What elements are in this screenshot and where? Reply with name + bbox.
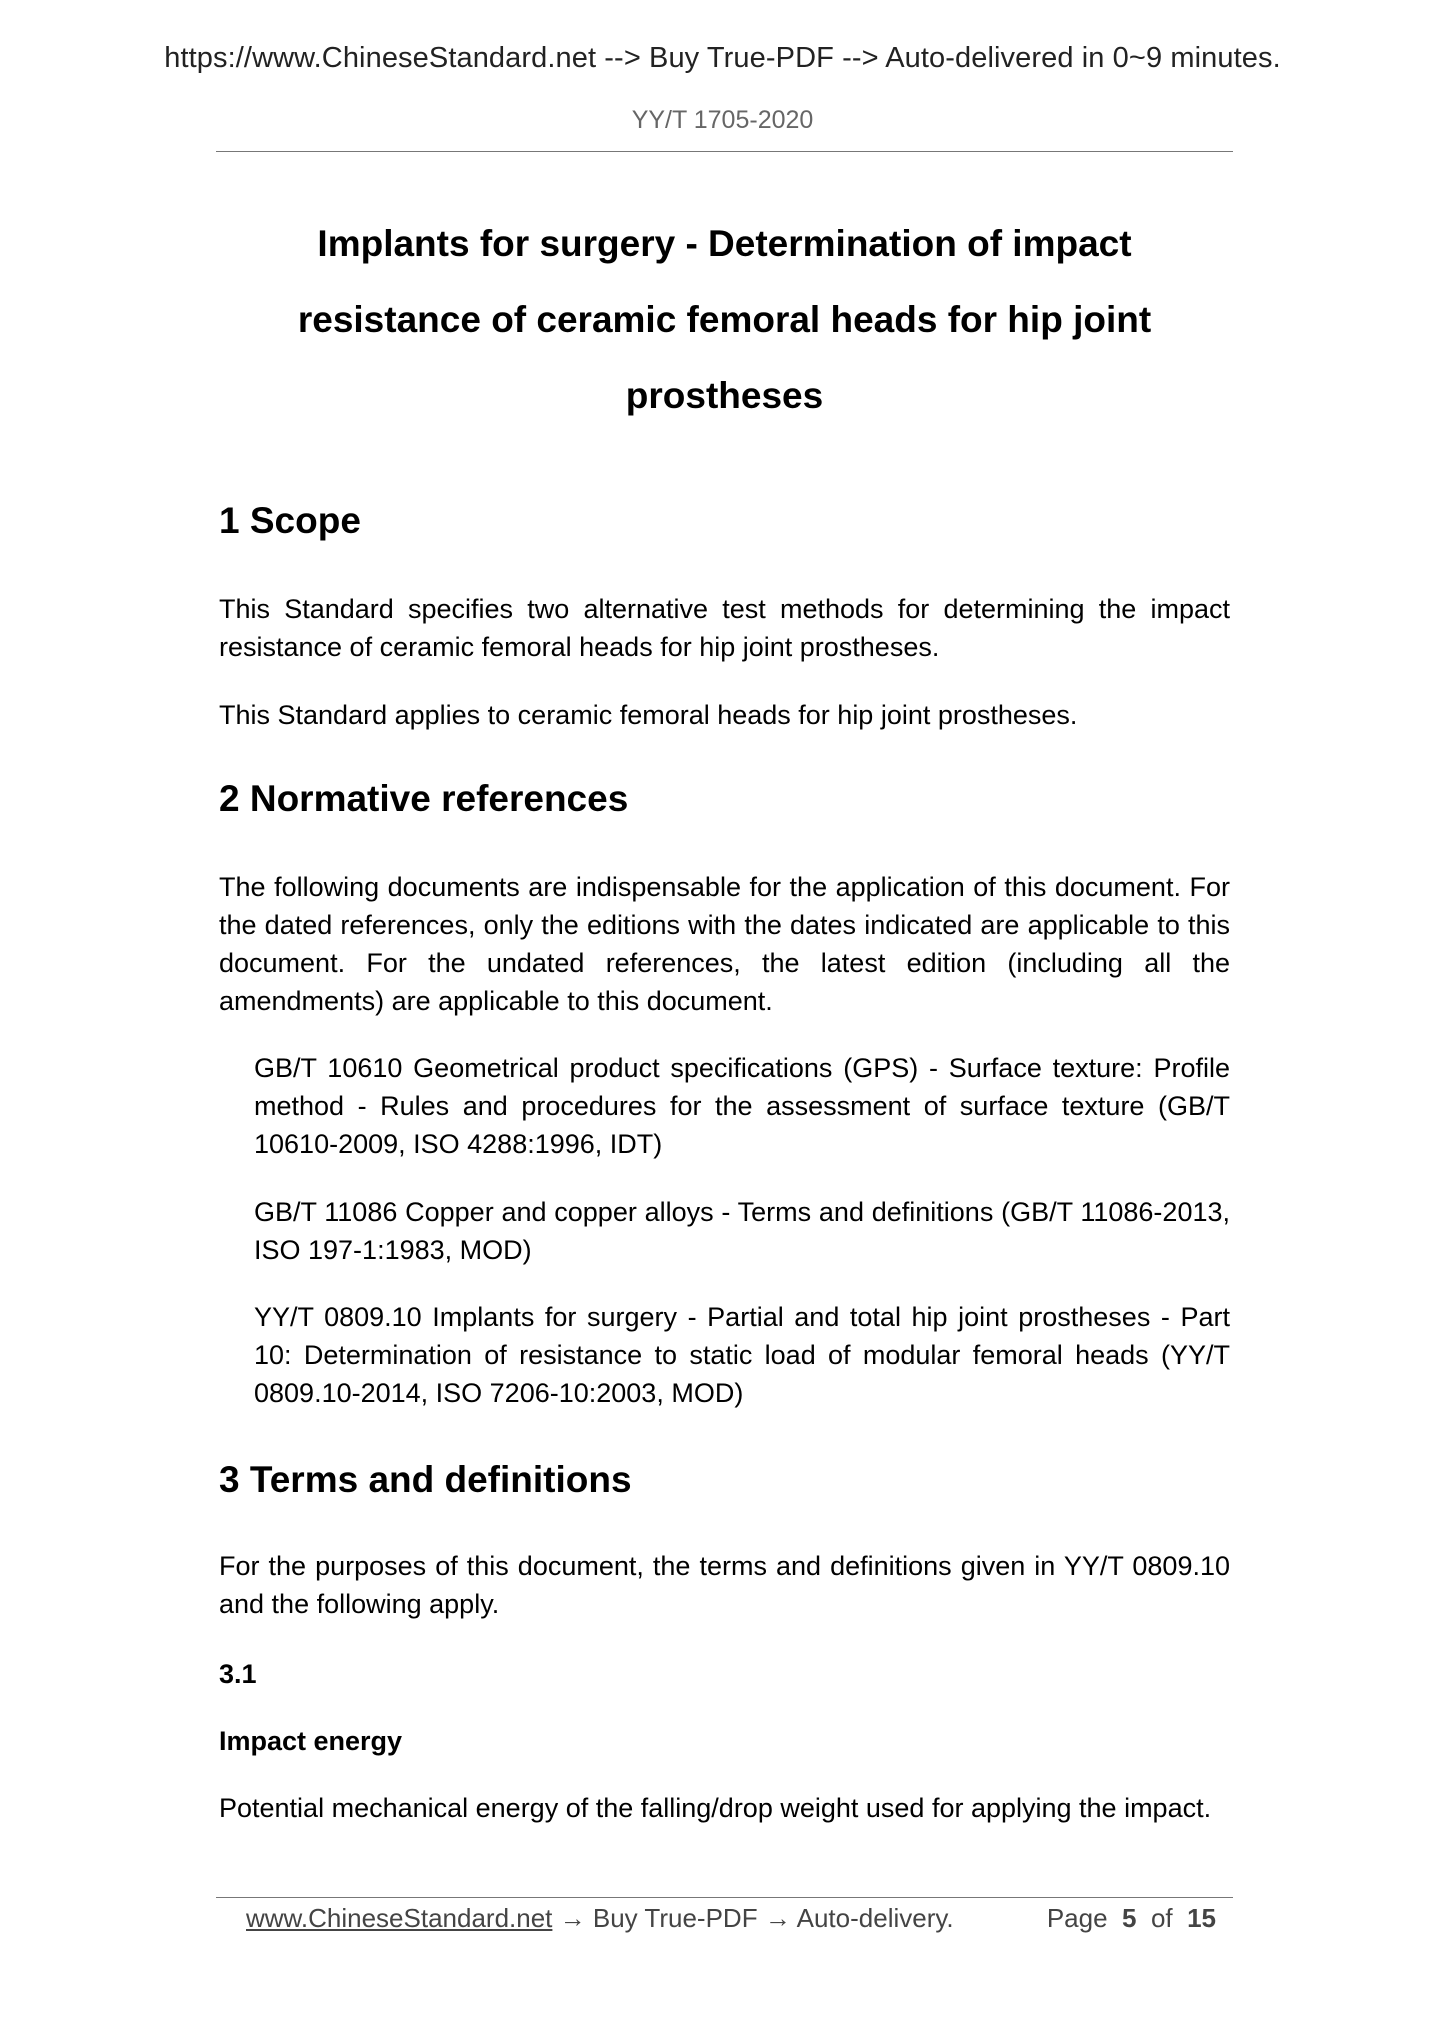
scope-paragraph-1: This Standard specifies two alternative test methods for determining the impact resistance of ceramic femoral heads for hip joint prostheses. xyxy=(219,594,1230,662)
page-label: Page xyxy=(1046,1903,1108,1933)
reference-gbt-11086: GB/T 11086 Copper and copper alloys - Terms and definitions (GB/T 11086-2013, ISO 197-1:1983, MOD) xyxy=(254,1197,1230,1265)
title-line-1: Implants for surgery - Determination of impact xyxy=(317,223,1132,264)
term-number: 3.1 xyxy=(219,1659,257,1689)
document-title xyxy=(216,206,1233,434)
footer-divider xyxy=(216,1897,1233,1898)
reference-yyt-0809-10: YY/T 0809.10 Implants for surgery - Partial and total hip joint prostheses - Part 10: Determination of resistance to static load of modular femoral heads (YY/T 0809.10-2014, ISO 7206-10:2003, MOD) xyxy=(254,1302,1230,1408)
page-total: 15 xyxy=(1187,1903,1216,1933)
document-number: YY/T 1705-2020 xyxy=(631,106,814,134)
source-banner: https://www.ChineseStandard.net --> Buy True-PDF --> Auto-delivered in 0~9 minutes. xyxy=(164,42,1281,74)
arrow-right-icon: → xyxy=(559,1903,586,1933)
reference-gbt-10610: GB/T 10610 Geometrical product specifications (GPS) - Surface texture: Profile method - Rules and procedures for the assessment of surface texture (GB/T 10610-2009, ISO 4288:1996, IDT) xyxy=(254,1053,1230,1159)
title-line-2: resistance of ceramic femoral heads for hip joint xyxy=(297,299,1152,340)
page-indicator xyxy=(1047,1903,1216,1934)
scope-paragraph-2: This Standard applies to ceramic femoral heads for hip joint prostheses. xyxy=(219,700,1078,730)
title-line-3: prostheses xyxy=(625,375,824,416)
header-divider xyxy=(216,151,1233,152)
heading-normative-references: 2 Normative references xyxy=(219,778,629,819)
normative-paragraph: The following documents are indispensable for the application of this document. For the dated references, only the editions with the dates indicated are applicable to this document. For the undated references, the latest edition (including all the amendments) are applicable to this document. xyxy=(219,872,1230,1016)
term-definition: Potential mechanical energy of the falling/drop weight used for applying the impact. xyxy=(219,1793,1212,1823)
footer-links xyxy=(246,1903,954,1934)
page-footer xyxy=(246,1903,1216,1934)
footer-auto-text: Auto-delivery. xyxy=(796,1903,954,1933)
heading-scope: 1 Scope xyxy=(219,500,361,541)
term-name: Impact energy xyxy=(219,1726,403,1756)
terms-paragraph: For the purposes of this document, the terms and definitions given in YY/T 0809.10 and the following apply. xyxy=(219,1551,1230,1619)
heading-terms-definitions: 3 Terms and definitions xyxy=(219,1459,632,1500)
arrow-right-icon: → xyxy=(764,1903,791,1933)
page-of: of xyxy=(1150,1903,1173,1933)
page-current: 5 xyxy=(1122,1903,1137,1933)
footer-site-link[interactable]: www.ChineseStandard.net xyxy=(246,1903,553,1933)
footer-buy-text: Buy True-PDF xyxy=(592,1903,758,1933)
